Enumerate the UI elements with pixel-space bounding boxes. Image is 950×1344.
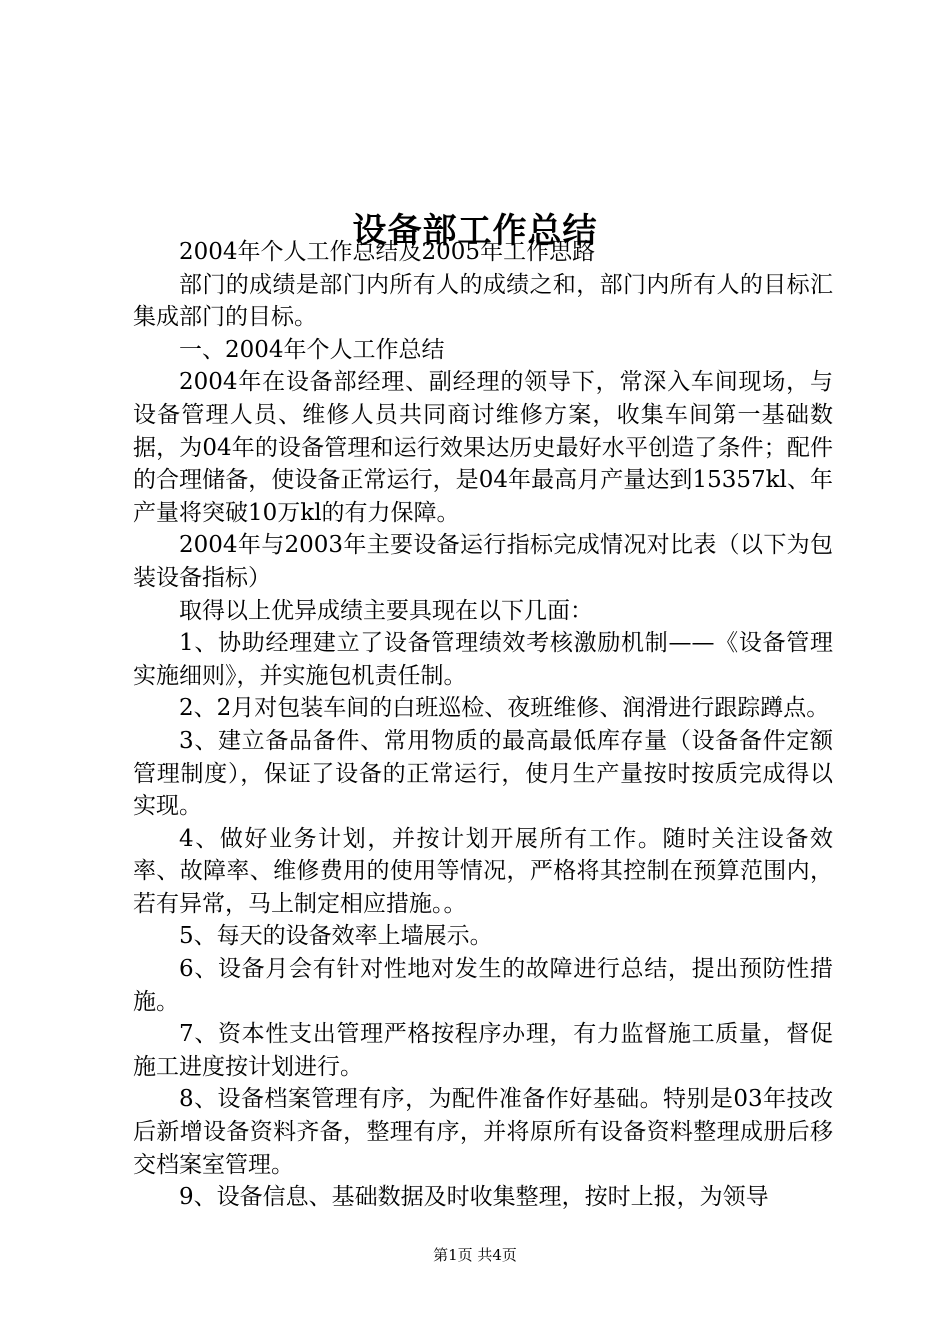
- paragraph: 4、做好业务计划，并按计划开展所有工作。随时关注设备效率、故障率、维修费用的使用等情况，严格将其控制在预算范围内，若有异常，马上制定相应措施。。: [133, 825, 833, 917]
- paragraph: 2、2月对包装车间的白班巡检、夜班维修、润滑进行跟踪蹲点。: [179, 695, 830, 722]
- paragraph: 3、建立备品备件、常用物质的最高最低库存量（设备备件定额管理制度），保证了设备的正常运行，使月生产量按时按质完成得以实现。: [133, 727, 833, 820]
- paragraph: 9、设备信息、基础数据及时收集整理，按时上报，为领导: [179, 1184, 769, 1211]
- document-body: [133, 236, 833, 1214]
- paragraph: 2004年个人工作总结及2005年工作思路: [179, 239, 596, 265]
- paragraph: 2004年在设备部经理、副经理的领导下，常深入车间现场，与设备管理人员、维修人员共同商讨维修方案，收集车间第一基础数据，为04年的设备管理和运行效果达历史最好水平创造了条件；配件的合理储备，使设备正常运行，是04年最高月产量达到15357kl、年产量将突破10万kl的有力保障。: [133, 369, 833, 526]
- paragraph: 一、2004年个人工作总结: [179, 336, 445, 363]
- paragraph: 5、每天的设备效率上墙展示。: [179, 923, 493, 950]
- paragraph: 8、设备档案管理有序，为配件准备作好基础。特别是03年技改后新增设备资料齐备，整理有序，并将原所有设备资料整理成册后移交档案室管理。: [133, 1086, 833, 1178]
- paragraph: 1、协助经理建立了设备管理绩效考核激励机制——《设备管理实施细则》，并实施包机责任制。: [133, 630, 833, 689]
- paragraph: 部门的成绩是部门内所有人的成绩之和，部门内所有人的目标汇集成部门的目标。: [133, 271, 833, 331]
- paragraph: 2004年与2003年主要设备运行指标完成情况对比表（以下为包装设备指标）: [133, 532, 833, 591]
- paragraph: 取得以上优异成绩主要具现在以下几面：: [179, 597, 593, 624]
- page-footer: 第1页 共4页: [433, 1246, 517, 1264]
- paragraph: 7、资本性支出管理严格按程序办理，有力监督施工质量，督促施工进度按计划进行。: [133, 1021, 833, 1080]
- document-title: 设备部工作总结: [352, 210, 598, 251]
- paragraph: 6、设备月会有针对性地对发生的故障进行总结，提出预防性措施。: [133, 956, 833, 1015]
